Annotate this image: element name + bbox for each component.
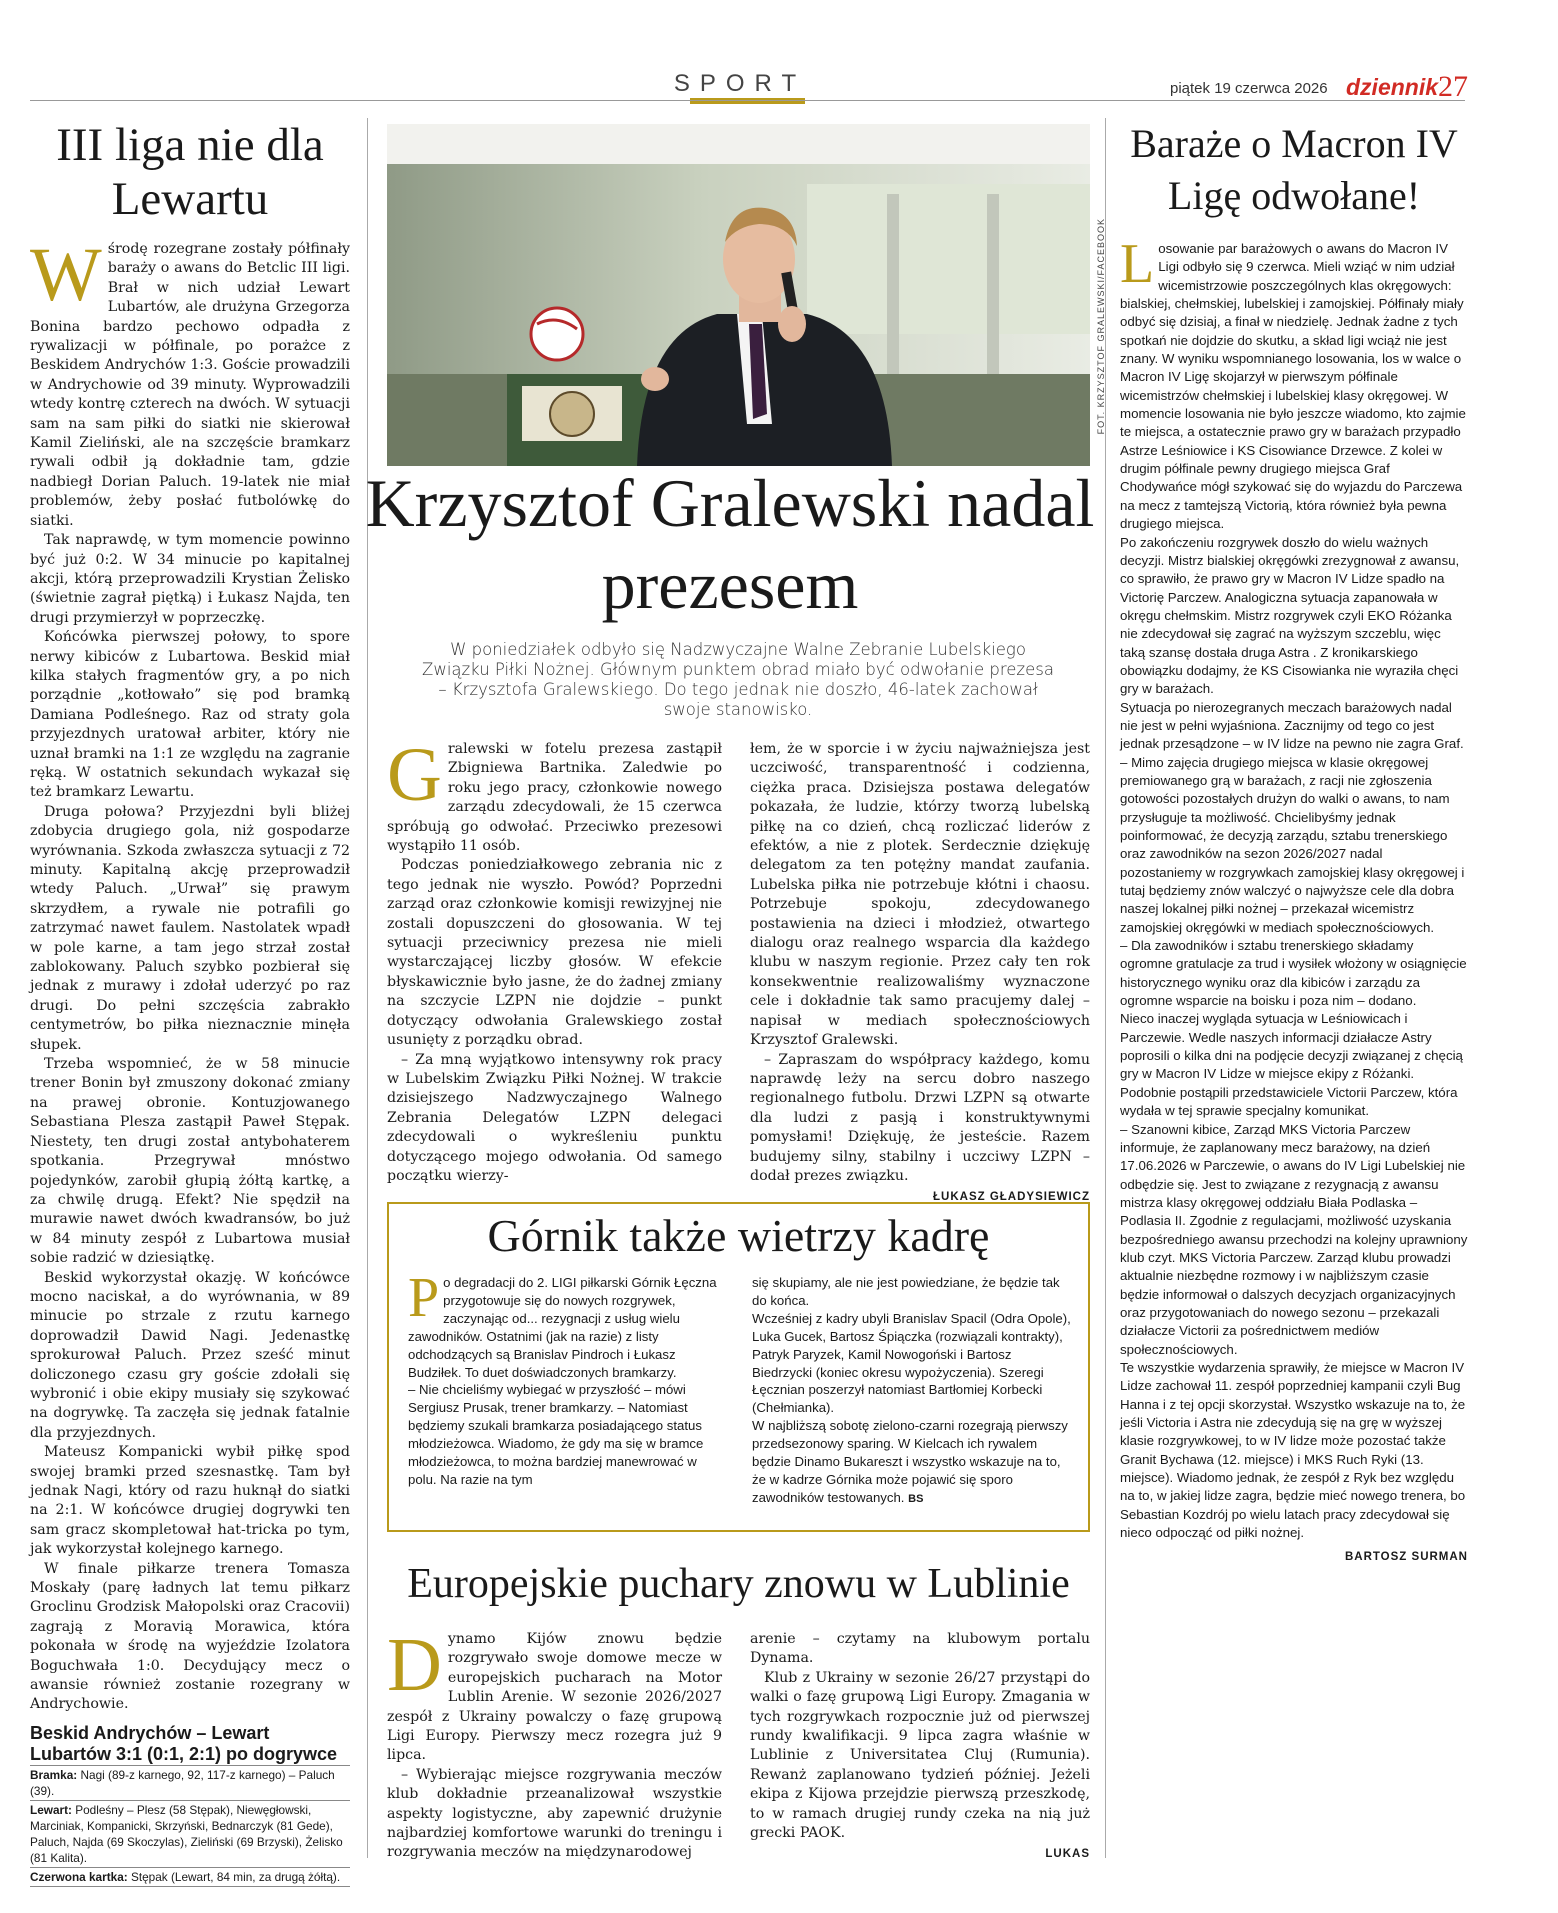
gornik-paragraph: Wcześniej z kadry ubyli Branislav Spacil (Odra Opole), Luka Gucek, Bartosz Śpiączka (rozwiązali kontrakty), Patryk Paryzek, Kamil Nowogoński i Bartosz Biedrzycki (koniec okresu wypożyczenia). Szeregi Łęcznian poszerzył natomiast Bartłomiej Korbecki (Chełmianka). — [752, 1310, 1071, 1416]
right-article-title: Baraże o Macron IV Ligę odwołane! — [1130, 121, 1458, 218]
left-paragraph: Druga połowa? Przyjezdni byli bliżej zdobycia drugiego gola, niż gospodarze wyrównania. Szkoda zwłaszcza sytuacji z 72 minuty. Kapitalną akcję przeprowadził wtedy Paluch. „Urwał” się prawym skrzydłem, a rywale nie potrafili go zatrzymać nawet faulem. Nastolatek wpadł w pole karne, a tam jego strzał został zablokowany. Paluch szybko pozbierał się jednak z murawy i zdołał uderzyć po raz drugi. Do pełni szczęścia zabrakło centymetrów, bo piłka nieznacznie minęła słupek. — [30, 803, 350, 1053]
gornik-paragraph: się skupiamy, ale nie jest powiedziane, że będzie tak do końca. — [752, 1275, 1060, 1308]
score-row-text: Podleśny – Plesz (58 Stępak), Niewęgłowski, Marciniak, Kompanicki, Skrzyński, Bednarczyk (81 Gede), Paluch, Najda (69 Skoczylas), Zieliński (69 Brzyski), Żelisko (81 Kalita). — [30, 1802, 343, 1865]
europe-paragraph: – Wybierając miejsce rozgrywania meczów klub dokładnie przeanalizował wszystkie aspekty logistyczne, aby zapewnić drużynie najbardziej komfortowe warunki do treningu i rozgrywania meczów na międzynarodowej — [387, 1766, 722, 1861]
right-article — [1120, 118, 1468, 1567]
score-row-text: Nagi (89-z karnego, 92, 117-z karnego) – Paluch (39). — [30, 1767, 335, 1798]
scorers-row — [30, 1765, 350, 1800]
right-dropcap: L — [1120, 233, 1155, 295]
score-row-label: Czerwona kartka: — [30, 1869, 128, 1884]
europe-article-col-b — [750, 1630, 1090, 1865]
match-result-title: Beskid Andrychów – Lewart Lubartów 3:1 (0:1, 2:1) po dogrywce — [30, 1722, 338, 1764]
right-paragraph: – Dla zawodników i sztabu trenerskiego składamy ogromne gratulacje za trud i wysiłek włożony w osiągnięcie historycznego wyniku oraz dla kibiców i zarządu za ogromne wsparcie na boisku i poza nim – dodano. — [1120, 938, 1467, 1009]
issue-date: piątek 19 czerwca 2026 — [1170, 80, 1328, 97]
left-article — [30, 118, 350, 1887]
lineup-row — [30, 1800, 350, 1867]
left-paragraph: Trzeba wspomnieć, że w 58 minucie trener Bonin był zmuszony dokonać zmiany na prawej obronie. Kontuzjowanego Sebastiana Plesza zastąpił Paweł Stępak. Niestety, ten drugi został antybohaterem spotkania. Przegrywał mnóstwo pojedynków, zarobił głupią żółtą kartkę, a za chwilę drugą. Efekt? Nie spędził na murawie nawet dwóch kwadransów, bo już w 84 minuty zespół z Lubartowa musiał sobie radzić w dziesiątkę. — [30, 1056, 350, 1267]
gornik-article-title: Górnik także wietrzy kadrę — [487, 1210, 990, 1261]
main-paragraph: Podczas poniedziałkowego zebrania nic z tego jednak nie wyszło. Powód? Poprzedni zarząd oraz członkowie komisji rewizyjnej nie zostali dopuszczeni do głosowania. W tej sytuacji przeciwnicy prezesa nie mieli wystarczającej liczby głosów. W efekcie błyskawicznie było jasne, że do żadnej zmiany na szczycie LZPN nie dojdzie – punkt dotyczący odwołania Gralewskiego został usunięty z porządku obrad. — [387, 857, 722, 1049]
left-article-body — [30, 233, 350, 1715]
page-number: 27 — [1438, 70, 1468, 103]
main-paragraph: ralewski w fotelu prezesa zastąpił Zbigniewa Bartnika. Zaledwie po roku jego pracy, członkowie nowego zarządu zdecydowali, że 15 czerwca spróbują go odwołać. Przeciwko prezesowi wystąpiło 11 osób. — [387, 741, 722, 855]
left-paragraph: Tak naprawdę, w tym momencie powinno być już 0:2. W 34 minucie po kapitalnej akcji, którą przeprowadzili Krystian Żelisko (świetnie zagrał piętką) i Łukasz Najda, ten drugi przymierzył w poprzeczkę. — [30, 532, 350, 626]
gornik-paragraph: – Nie chcieliśmy wybiegać w przyszłość – mówi Sergiusz Prusak, trener bramkarzy. – Natomiast będziemy szukali bramkarza posiadającego status młodzieżowca. Wiadomo, że gdy ma się w bramce młodzieżowca, to można bardziej manewrować w polu. Na razie na tym — [408, 1382, 704, 1487]
main-paragraph: łem, że w sporcie i w życiu najważniejsza jest uczciwość, transparentność i codzienna, ciężka praca. Dzisiejsza postawa delegatów pokazała, że ludzie, którzy tworzą lubelską piłkę na co dzień, chcą rozliczać liderów z efektów, a nie z plotek. Serdecznie dziękuję delegatom za ten potężny mandat zaufania. Lubelska piłka nie potrzebuje kłótni i chaosu. Potrzebuje spokoju, zdecydowanego postawienia na dzieci i młodzież, otwartego dialogu oraz realnego wsparcia dla każdego klubu w naszym regionie. Przez cały ten rok konsekwentnie realizowaliśmy wyznaczone cele i dokładnie tak samo pracujemy dalej – napisał w mediach społecznościowych Krzysztof Gralewski. — [750, 741, 1090, 1049]
gornik-dropcap: P — [408, 1267, 440, 1329]
europe-paragraph: arenie – czytamy na klubowym portalu Dynama. — [750, 1631, 1090, 1667]
score-row-label: Lewart: — [30, 1802, 72, 1817]
gornik-paragraph: W najbliższą sobotę zielono-czarni rozegrają pierwszy przedsezonowy sparing. W Kielcach ich rywalem będzie Dinamo Bukareszt i wszystko wskazuje na to, że w kadrze Górnika może pojawić się sporo zawodników testowanych. — [752, 1418, 1068, 1505]
gornik-paragraph: o degradacji do 2. LIGI piłkarski Górnik Łęczna przygotowuje się do nowych rozgrywek, zaczynając od... rezygnacji z usług wielu zawodników. Ostatnimi (jak na razie) z listy odchodzących są Branislav Pindroch i Łukasz Budziłek. To duet doświadczonych bramkarzy. — [408, 1275, 717, 1380]
right-paragraph: Po zakończeniu rozgrywek doszło do wielu ważnych decyzji. Mistrz bialskiej okręgówki zrezygnował z awansu, co sprawiło, że prawo gry w Macron IV Lidze spadło na Victorię Parczew. Analogiczna sytuacja zapanowała w okręgu chełmskim. Mistrz rozgrywek czyli EKO Różanka nie zdecydował się zagrać na wyższym szczeblu, więc taką szansę dostała druga Astra . Z kronikarskiego obowiązku dodajmy, że KS Cisowianka nie wyraziła chęci gry w barażach. — [1120, 534, 1460, 697]
europe-paragraph: Klub z Ukrainy w sezonie 26/27 przystąpi do walki o fazę grupową Ligi Europy. Zmagania w tych rozgrywkach rozpocznie już od pierwszej rundy kwalifikacji. 9 lipca zagra właśnie w Lublinie z Universitatea Cluj (Rumunia). Rewanż zaplanowano tydzień później. Jeżeli ekipa z Kijowa przejdzie pierwszą przeszkodę, to w ramach drugiej rundy czeka na nią już grecki PAOK. — [750, 1669, 1090, 1842]
match-result-box — [30, 1723, 350, 1887]
header-rule — [30, 100, 1465, 101]
europe-article-col-a — [387, 1623, 722, 1863]
europe-author: LUKAS — [1045, 1848, 1090, 1861]
gornik-article-col-b — [752, 1274, 1074, 1509]
main-article-col-a — [387, 733, 722, 1186]
right-article-author: BARTOSZ SURMAN — [1344, 1551, 1468, 1564]
score-row-label: Bramka: — [30, 1767, 78, 1782]
europe-paragraph: ynamo Kijów znowu będzie rozgrywało swoje domowe mecze w europejskich pucharach na Motor Lublin Arenie. W sezonie 2026/2027 zespół z Ukrainy powalczy o fazę grupową Ligi Europy. Pierwszy mecz rozegra już 9 lipca. — [387, 1631, 722, 1764]
main-article-col-b — [750, 740, 1090, 1208]
right-paragraph: Sytuacja po nierozegranych meczach barażowych nadal nie jest w pełni wyjaśniona. Zacznijmy od tego co jest jednak przesądzone – w IV lidze na pewno nie zagra Graf. — [1120, 699, 1464, 752]
right-paragraph: Te wszystkie wydarzenia sprawiły, że miejsce w Macron IV Lidze zachował 11. zespół poprzedniej kampanii czyli Bug Hanna i z tej opcji skorzystał. Wszystko wskazuje na to, że jeśli Victoria i Astra nie zdecydują się na grę w wyższej klasie rozgrywkowej, to w IV lidze może pozostać także Granit Bychawa (12. miejsce) i MKS Ruch Ryki (13. miejsce). Wiadomo jednak, że zespół z Ryk bez względu na to, w jakiej lidze zagra, będzie mieć nowego trenera, bo Sebastian Kozdrój po wielu latach pracy zdecydował się nieco odpocząć od piłki nożnej. — [1120, 1359, 1466, 1541]
left-paragraph: Mateusz Kompanicki wybił piłkę spod swojej bramki przed szesnastkę. Tam był jednak Nagi, który od razu huknął do siatki na 2:1. W końcówce drugiej dogrywki ten sam gracz skompletował hat-tricka po tym, jak wykorzystał kolejnego karnego. — [30, 1444, 350, 1558]
left-article-title: III liga nie dla Lewartu — [56, 119, 324, 225]
right-paragraph: – Szanowni kibice, Zarząd MKS Victoria Parczew informuje, że zaplanowany mecz barażowy, na dzień 17.06.2026 w Parczewie, o awans do IV Ligi Lubelskiej nie odbędzie się. Jest to związane z rezygnacją z awansu mistrza klasy okręgowej oddziału Biała Podlaska – Podlasia II. Zgodnie z regulacjami, możliwość uzyskania bezpośredniego awansu przechodzi na kolejny uprawniony klub czyt. MKS Victoria Parczew. Zarząd klubu prowadzi aktualnie niezbędne rozmowy i w najbliższym czasie będzie informował o dalszych decyzjach organizacyjnych oraz przygotowaniach do nowego sezonu – przekazali działacze Victorii za pośrednictwem mediów społecznościowych. — [1120, 1121, 1468, 1357]
section-label: SPORT — [673, 70, 807, 97]
newspaper-logo: dziennik — [1346, 74, 1439, 100]
left-paragraph: środę rozegrane zostały półfinały baraży o awans do Betclic III ligi. Brał w nich udział Lewart Lubartów, ale drużyna Grzegorza Bonina bardzo pechowo odpadła z rywalizacji w półfinale, po porażce z Beskidem Andrychów 1:3. Goście prowadzili w Andrychowie od 39 minuty. Wyprowadzili wtedy kontrę czterech na dwóch. W sytuacji sam na sam piłki do siatki nie skierował Kamil Zieliński, ale na szczęście bramkarz rywali odbił ją dokładnie tam, gdzie nadbiegł Dorian Paluch. 19-latek nie miał problemów, żeby posłać futbolówkę do siatki. — [30, 241, 350, 529]
gralewski-photo — [387, 124, 1090, 466]
right-article-body — [1120, 233, 1468, 1567]
right-paragraph: Nieco inaczej wygląda sytuacja w Leśniowicach i Parczewie. Wedle naszych informacji działacze Astry poprosili o kilka dni na podjęcie decyzji związanej z chęcią gry w Macron IV Lidze w miejsce ekipy z Różanki. Podobnie postąpili przedstawiciele Victorii Parczew, która wydała w tej sprawie specjalny komunikat. — [1120, 1011, 1463, 1119]
europe-dropcap: D — [387, 1623, 442, 1707]
gornik-article-col-a — [408, 1267, 723, 1489]
europe-article-title: Europejskie puchary znowu w Lublinie — [407, 1561, 1070, 1607]
left-paragraph: Końcówka pierwszej połowy, to spore nerwy kibiców z Lubartowa. Beskid miał kilka stałych fragmentów gry, a po nich porządnie „kotłowało” się pod bramką Damiana Podleśnego. Raz od straty gola przyjezdnych uratował arbiter, który nie uznał bramki na 1:1 ze względu na zagranie ręką. W ostatnich sekundach wykazał się też bramkarz Lewartu. — [30, 629, 350, 801]
photo-credit: FOT. KRZYSZTOF GRALEWSKI/FACEBOOK — [1096, 218, 1106, 435]
main-article-title: Krzysztof Gralewski nadal prezesem — [365, 465, 1095, 623]
main-article-lead: W poniedziałek odbyło się Nadzwyczajne Walne Zebranie Lubelskiego Związku Piłki Nożnej. Głównym punktem obrad miało być odwołanie prezesa – Krzysztofa Gralewskiego. Do tego jednak nie doszło, 46-latek zachował swoje stanowisko. — [422, 640, 1054, 719]
left-article-dropcap: W — [30, 233, 102, 317]
left-paragraph: Beskid wykorzystał okazję. W końcówce mocno naciskał, a do wyrównania, w 89 minucie po strzale z rzutu karnego doprowadził Dawid Nagi. Jedenastkę sprokurował Paluch. Przez sześć minut doliczonego czasu gry goście zdołali się wybronić i obie ekipy musiały się szykować na dogrywkę. Ta zaczęła się jednak fatalnie dla przyjezdnych. — [30, 1269, 350, 1441]
main-paragraph: – Zapraszam do współpracy każdego, komu naprawdę leży na sercu dobro naszego regionalnego futbolu. Drzwi LZPN są otwarte dla ludzi z pasją i konstruktywnymi pomysłami! Dziękuję, że jesteście. Razem budujemy silny, stabilny i uczciwy LZPN – dodał prezes związku. — [750, 1051, 1090, 1184]
left-paragraph: W finale piłkarze trenera Tomasza Moskały (parę ładnych lat temu piłkarz Groclinu Grodzisk Małopolski oraz Cracovii) zagrają z Moravią Morawica, która pokonała w środę na wyjeździe Izolatora Boguchwała 1:0. Decydujący mecz o awansie również zostanie rozegrany w Andrychowie. — [30, 1560, 350, 1713]
gornik-author: BS — [908, 1492, 924, 1505]
main-article-dropcap: G — [387, 733, 442, 817]
main-article-author: ŁUKASZ GŁADYSIEWICZ — [933, 1191, 1090, 1204]
main-paragraph: – Za mną wyjątkowo intensywny rok pracy w Lubelskim Związku Piłki Nożnej. W trakcie dzisiejszego Nadzwyczajnego Walnego Zebrania Delegatów LZPN delegaci zdecydowali o wykreśleniu punktu dotyczącego mojego odwołania. Od samego początku wierzy- — [387, 1051, 722, 1184]
score-row-text: Stępak (Lewart, 84 min, za drugą żółtą). — [130, 1869, 341, 1884]
right-paragraph: osowanie par barażowych o awans do Macron IV Ligi odbyło się 9 czerwca. Mieli wziąć w nim udział wicemistrzowie poszczególnych klas okręgowych: bialskiej, chełmskiej, lubelskiej i zamojskiej. Półfinały miały odbyć się dzisiaj, a finał w niedzielę. Jednak żadne z tych spotkań nie dojdzie do skutku, a skład ligi wciąż nie jest znany. W wyniku wspomnianego losowania, los w walce o Macron IV Ligę skojarzył w pierwszym półfinale wicemistrzów chełmskiej i lubelskiej klasy okręgowej. W momencie losowania nie było jeszcze wiadomo, kto zajmie te miejsca, a ostatecznie prawo gry w barażach przypadło Astrze Leśniowice i KS Cisowiance Drzewce. Z kolei w drugim półfinale pewny drugiego miejsca Graf Chodywańce mógł szykować się do wyjazdu do Parczewa na mecz z tamtejszą Victorią, która również była pewna drugiego miejsca. — [1120, 241, 1466, 532]
column-divider — [367, 118, 368, 1858]
red-card-row — [30, 1867, 350, 1887]
right-paragraph: – Mimo zajęcia drugiego miejsca w klasie okręgowej premiowanego grą w barażach, z racji nie zgłoszenia gotowości pozostałych drużyn do walki o awans, to nam przysługuje ta możliwość. Chcielibyśmy jednak poinformować, że decyzją zarządu, sztabu trenerskiego oraz zawodników na sezon 2026/2027 nadal pozostaniemy w rozgrywkach zamojskiej klasy okręgowej i tutaj będziemy znów walczyć o najwyższe cele dla dobra naszej lokalnej piłki nożnej – przekazał wicemistrz zamojskiej okręgówki w mediach społecznościowych. — [1120, 754, 1465, 935]
section-underline — [690, 98, 805, 104]
